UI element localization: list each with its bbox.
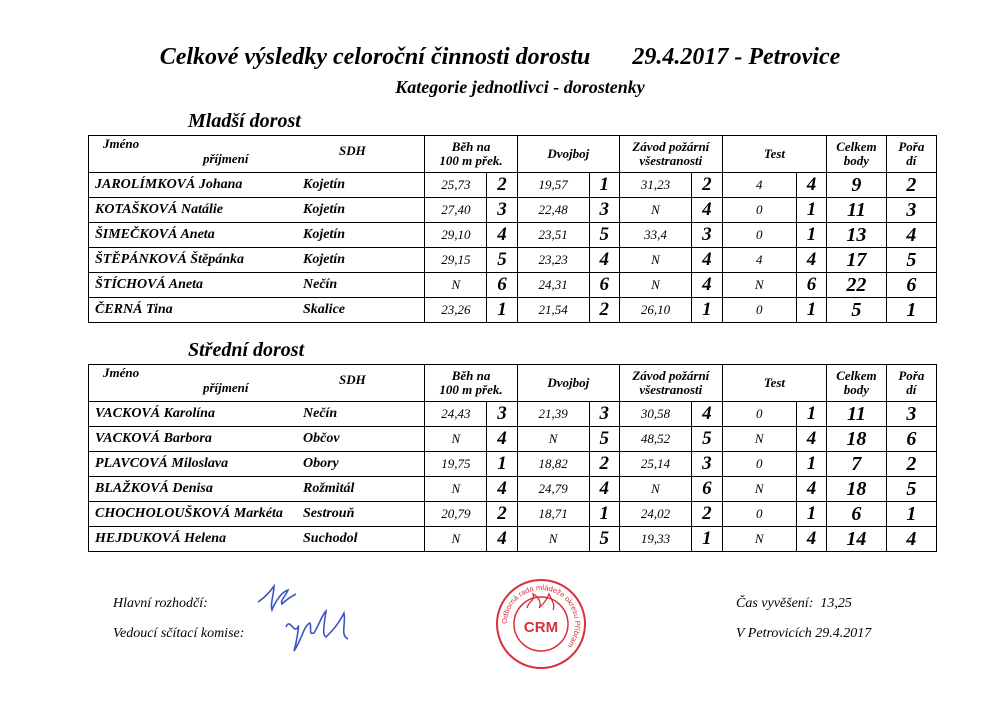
zavod-value: N [619,248,691,273]
beh-value: N [425,477,487,502]
test-value: 4 [722,248,796,273]
dvojboj-value: 21,54 [517,298,589,323]
section-title-mladsi: Mladší dorost [188,110,301,132]
poradi: 3 [886,402,936,427]
beh-rank: 6 [487,273,517,298]
dvojboj-value: N [517,427,589,452]
table-row [89,298,937,323]
test-rank: 4 [796,173,826,198]
dvojboj-value: 23,51 [517,223,589,248]
zavod-value: 33,4 [619,223,691,248]
section-title-stredni: Střední dorost [188,339,305,361]
header-dvojboj-line1: Dvojboj [547,146,590,161]
zavod-value: N [619,273,691,298]
name-cell [89,223,425,248]
results-table-mladsi [88,135,937,323]
beh-value: N [425,527,487,552]
celkem-body: 14 [827,527,886,552]
zavod-value: 25,14 [619,452,691,477]
competitor-name: VACKOVÁ Barbora [95,431,212,446]
stamp-center-text: CRM [523,619,559,636]
beh-value: N [425,427,487,452]
celkem-body: 7 [827,452,886,477]
header-celkem [827,136,886,173]
competitor-name: KOTAŠKOVÁ Natálie [95,202,223,217]
zavod-value: N [619,477,691,502]
test-value: 0 [722,452,796,477]
zavod-rank: 2 [692,502,723,527]
header-test [722,365,826,402]
name-cell [89,427,425,452]
footer-place-date: V Petrovicích 29.4.2017 [736,626,872,641]
header-dvojboj [517,136,619,173]
beh-value: 29,15 [425,248,487,273]
test-rank: 1 [796,298,826,323]
header-beh-line2: 100 m přek. [439,153,503,168]
competitor-name: BLAŽKOVÁ Denisa [95,481,213,496]
zavod-value: N [619,198,691,223]
celkem-body: 6 [827,502,886,527]
test-value: 0 [722,502,796,527]
poradi: 4 [886,527,936,552]
test-rank: 1 [796,452,826,477]
header-sdh: SDH [339,143,366,158]
header-poradi-line2: dí [906,382,917,397]
table-row [89,248,937,273]
competitor-name: HEJDUKOVÁ Helena [95,531,227,546]
competitor-name: CHOCHOLOUŠKOVÁ Markéta [95,506,283,521]
zavod-rank: 1 [692,527,723,552]
header-jmeno: Jméno [103,365,140,380]
beh-rank: 4 [487,427,517,452]
dvojboj-value: 22,48 [517,198,589,223]
header-test-line1: Test [763,146,786,161]
official-stamp [495,578,587,670]
dvojboj-rank: 4 [589,248,619,273]
dvojboj-rank: 2 [589,298,619,323]
beh-rank: 4 [487,223,517,248]
name-cell [89,298,425,323]
beh-rank: 2 [487,173,517,198]
test-value: N [722,527,796,552]
zavod-rank: 5 [692,427,723,452]
zavod-value: 26,10 [619,298,691,323]
cas-value: 13,25 [820,596,852,611]
header-poradi-line2: dí [906,153,917,168]
test-rank: 1 [796,223,826,248]
competitor-name: PLAVCOVÁ Miloslava [95,456,229,471]
table-row [89,402,937,427]
beh-rank: 4 [487,477,517,502]
test-value: N [722,273,796,298]
header-celkem-line2: body [843,382,870,397]
dvojboj-rank: 1 [589,173,619,198]
name-cell [89,173,425,198]
signature-vedouci [282,605,354,657]
header-test [722,136,826,173]
competitor-sdh: Kojetín [303,227,346,242]
header-beh-line1: Běh na [451,368,491,383]
header-dvojboj-line1: Dvojboj [547,375,590,390]
cas-label: Čas vyvěšení: [736,596,814,611]
beh-rank: 3 [487,198,517,223]
beh-rank: 4 [487,527,517,552]
beh-rank: 2 [487,502,517,527]
footer-cas-vyveseni [736,596,852,612]
poradi: 2 [886,173,936,198]
poradi: 1 [886,298,936,323]
zavod-rank: 4 [692,198,723,223]
dvojboj-value: 18,71 [517,502,589,527]
dvojboj-rank: 5 [589,223,619,248]
beh-rank: 1 [487,298,517,323]
title-date-place: 29.4.2017 - Petrovice [632,44,841,70]
competitor-name: VACKOVÁ Karolína [95,406,215,421]
dvojboj-value: 18,82 [517,452,589,477]
beh-rank: 1 [487,452,517,477]
zavod-value: 30,58 [619,402,691,427]
name-cell [89,248,425,273]
test-value: N [722,427,796,452]
zavod-value: 31,23 [619,173,691,198]
competitor-sdh: Kojetín [303,252,346,267]
header-prijmeni: příjmení [203,151,249,166]
competitor-sdh: Nečín [303,406,338,421]
table-row [89,527,937,552]
zavod-rank: 6 [692,477,723,502]
header-jmeno: Jméno [103,136,140,151]
zavod-rank: 4 [692,248,723,273]
celkem-body: 22 [827,273,886,298]
beh-value: N [425,273,487,298]
footer-hlavni-rozhodci: Hlavní rozhodčí: [113,596,208,611]
test-rank: 4 [796,527,826,552]
celkem-body: 11 [827,402,886,427]
competitor-name: ŠTÍCHOVÁ Aneta [95,277,204,292]
dvojboj-rank: 3 [589,198,619,223]
poradi: 1 [886,502,936,527]
name-cell [89,402,425,427]
test-value: 0 [722,298,796,323]
zavod-value: 19,33 [619,527,691,552]
competitor-name: JAROLÍMKOVÁ Johana [95,177,243,192]
poradi: 2 [886,452,936,477]
table-row [89,273,937,298]
competitor-sdh: Kojetín [303,202,346,217]
test-rank: 4 [796,248,826,273]
zavod-rank: 3 [692,223,723,248]
poradi: 3 [886,198,936,223]
test-value: 0 [722,402,796,427]
celkem-body: 13 [827,223,886,248]
name-cell [89,477,425,502]
competitor-sdh: Kojetín [303,177,346,192]
test-rank: 6 [796,273,826,298]
table-row [89,198,937,223]
header-zavod [619,136,722,173]
header-beh [425,136,517,173]
dvojboj-value: 19,57 [517,173,589,198]
dvojboj-value: 24,79 [517,477,589,502]
header-celkem-line1: Celkem [836,139,877,154]
header-beh-line1: Běh na [451,139,491,154]
celkem-body: 11 [827,198,886,223]
celkem-body: 18 [827,427,886,452]
dvojboj-rank: 1 [589,502,619,527]
header-zavod-line2: všestranosti [639,153,703,168]
competitor-name: ČERNÁ Tina [95,302,173,317]
dvojboj-value: 21,39 [517,402,589,427]
header-celkem-line2: body [843,153,870,168]
name-cell [89,502,425,527]
zavod-rank: 4 [692,273,723,298]
dvojboj-rank: 6 [589,273,619,298]
dvojboj-value: 24,31 [517,273,589,298]
header-zavod [619,365,722,402]
header-zavod-line1: Závod požární [632,368,710,383]
test-value: N [722,477,796,502]
page-subtitle: Kategorie jednotlivci - dorostenky [395,77,645,97]
beh-rank: 5 [487,248,517,273]
celkem-body: 9 [827,173,886,198]
celkem-body: 18 [827,477,886,502]
title-text: Celkové výsledky celoroční činnosti dorostu [159,44,591,70]
name-cell [89,273,425,298]
test-value: 4 [722,173,796,198]
beh-value: 25,73 [425,173,487,198]
dvojboj-value: N [517,527,589,552]
competitor-sdh: Sestrouň [303,506,355,521]
name-cell [89,527,425,552]
dvojboj-rank: 3 [589,402,619,427]
table-row [89,502,937,527]
header-dvojboj [517,365,619,402]
table-row [89,223,937,248]
header-test-line1: Test [763,375,786,390]
zavod-rank: 4 [692,402,723,427]
poradi: 6 [886,273,936,298]
poradi: 5 [886,477,936,502]
header-name-sdh [89,365,425,402]
page-title [0,44,1000,71]
header-zavod-line1: Závod požární [632,139,710,154]
test-value: 0 [722,198,796,223]
zavod-value: 48,52 [619,427,691,452]
header-poradi-line1: Pořa [898,368,925,383]
header-poradi-line1: Pořa [898,139,925,154]
test-rank: 1 [796,198,826,223]
header-zavod-line2: všestranosti [639,382,703,397]
competitor-sdh: Občov [303,431,340,446]
test-rank: 4 [796,477,826,502]
header-celkem-line1: Celkem [836,368,877,383]
header-name-sdh [89,136,425,173]
poradi: 5 [886,248,936,273]
table-row [89,452,937,477]
beh-value: 23,26 [425,298,487,323]
test-rank: 1 [796,502,826,527]
competitor-sdh: Rožmitál [303,481,355,496]
competitor-sdh: Nečín [303,277,338,292]
zavod-rank: 1 [692,298,723,323]
competitor-sdh: Skalice [303,302,345,317]
competitor-sdh: Suchodol [303,531,358,546]
header-poradi [886,365,936,402]
table-row [89,427,937,452]
header-prijmeni: příjmení [203,380,249,395]
table-row [89,477,937,502]
header-beh-line2: 100 m přek. [439,382,503,397]
header-beh [425,365,517,402]
svg-text:Odborná rada mládeže okresu Př [500,583,582,650]
celkem-body: 5 [827,298,886,323]
poradi: 6 [886,427,936,452]
beh-value: 19,75 [425,452,487,477]
competitor-sdh: Obory [303,456,339,471]
beh-value: 27,40 [425,198,487,223]
header-sdh: SDH [339,372,366,387]
results-table-stredni [88,364,937,552]
name-cell [89,452,425,477]
header-poradi [886,136,936,173]
name-cell [89,198,425,223]
zavod-rank: 2 [692,173,723,198]
competitor-name: ŠTĚPÁNKOVÁ Štěpánka [95,252,244,267]
competitor-name: ŠIMEČKOVÁ Aneta [95,227,215,242]
celkem-body: 17 [827,248,886,273]
test-rank: 4 [796,427,826,452]
dvojboj-rank: 4 [589,477,619,502]
dvojboj-rank: 5 [589,527,619,552]
beh-value: 24,43 [425,402,487,427]
zavod-rank: 3 [692,452,723,477]
test-value: 0 [722,223,796,248]
table-row [89,173,937,198]
dvojboj-value: 23,23 [517,248,589,273]
test-rank: 1 [796,402,826,427]
beh-value: 20,79 [425,502,487,527]
dvojboj-rank: 2 [589,452,619,477]
footer-vedouci: Vedoucí sčítací komise: [113,626,245,641]
stamp-ring-text: Odborná rada mládeže okresu Příbram [499,582,583,650]
beh-rank: 3 [487,402,517,427]
zavod-value: 24,02 [619,502,691,527]
beh-value: 29,10 [425,223,487,248]
dvojboj-rank: 5 [589,427,619,452]
header-celkem [827,365,886,402]
poradi: 4 [886,223,936,248]
